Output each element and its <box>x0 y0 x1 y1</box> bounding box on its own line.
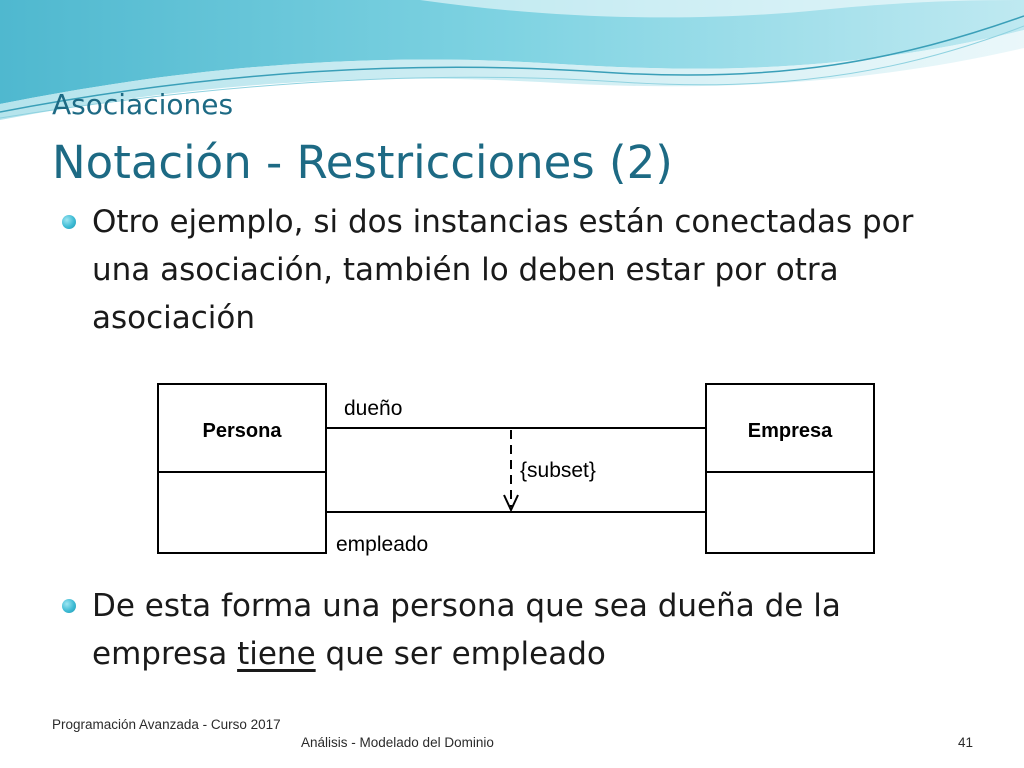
bullet-2-text-end: que ser empleado <box>315 636 606 672</box>
bullet-2-underlined-word: tiene <box>237 636 316 672</box>
class-box-empresa <box>706 384 874 553</box>
bullet-item-2 <box>92 582 962 678</box>
slide-title: Notación - Restricciones (2) <box>52 136 673 189</box>
class-name-persona: Persona <box>202 420 282 442</box>
footer-course-name: Programación Avanzada - Curso 2017 <box>52 717 281 732</box>
footer-section-title: Análisis - Modelado del Dominio <box>301 735 494 750</box>
uml-class-diagram <box>150 376 885 566</box>
footer-page-number: 41 <box>958 735 974 750</box>
class-name-empresa: Empresa <box>747 420 833 442</box>
slide-subtitle: Asociaciones <box>52 88 234 121</box>
bullet-2-text-start: De esta forma una persona que sea dueña de la empresa <box>92 588 841 672</box>
bullet-item-1: Otro ejemplo, si dos instancias están conectadas por una asociación, también lo deben estar por otra asociación <box>92 198 962 342</box>
class-box-persona <box>158 384 326 553</box>
association-label-empleado: empleado <box>336 533 429 556</box>
association-label-dueno: dueño <box>344 397 403 420</box>
constraint-label-subset: {subset} <box>520 459 596 482</box>
